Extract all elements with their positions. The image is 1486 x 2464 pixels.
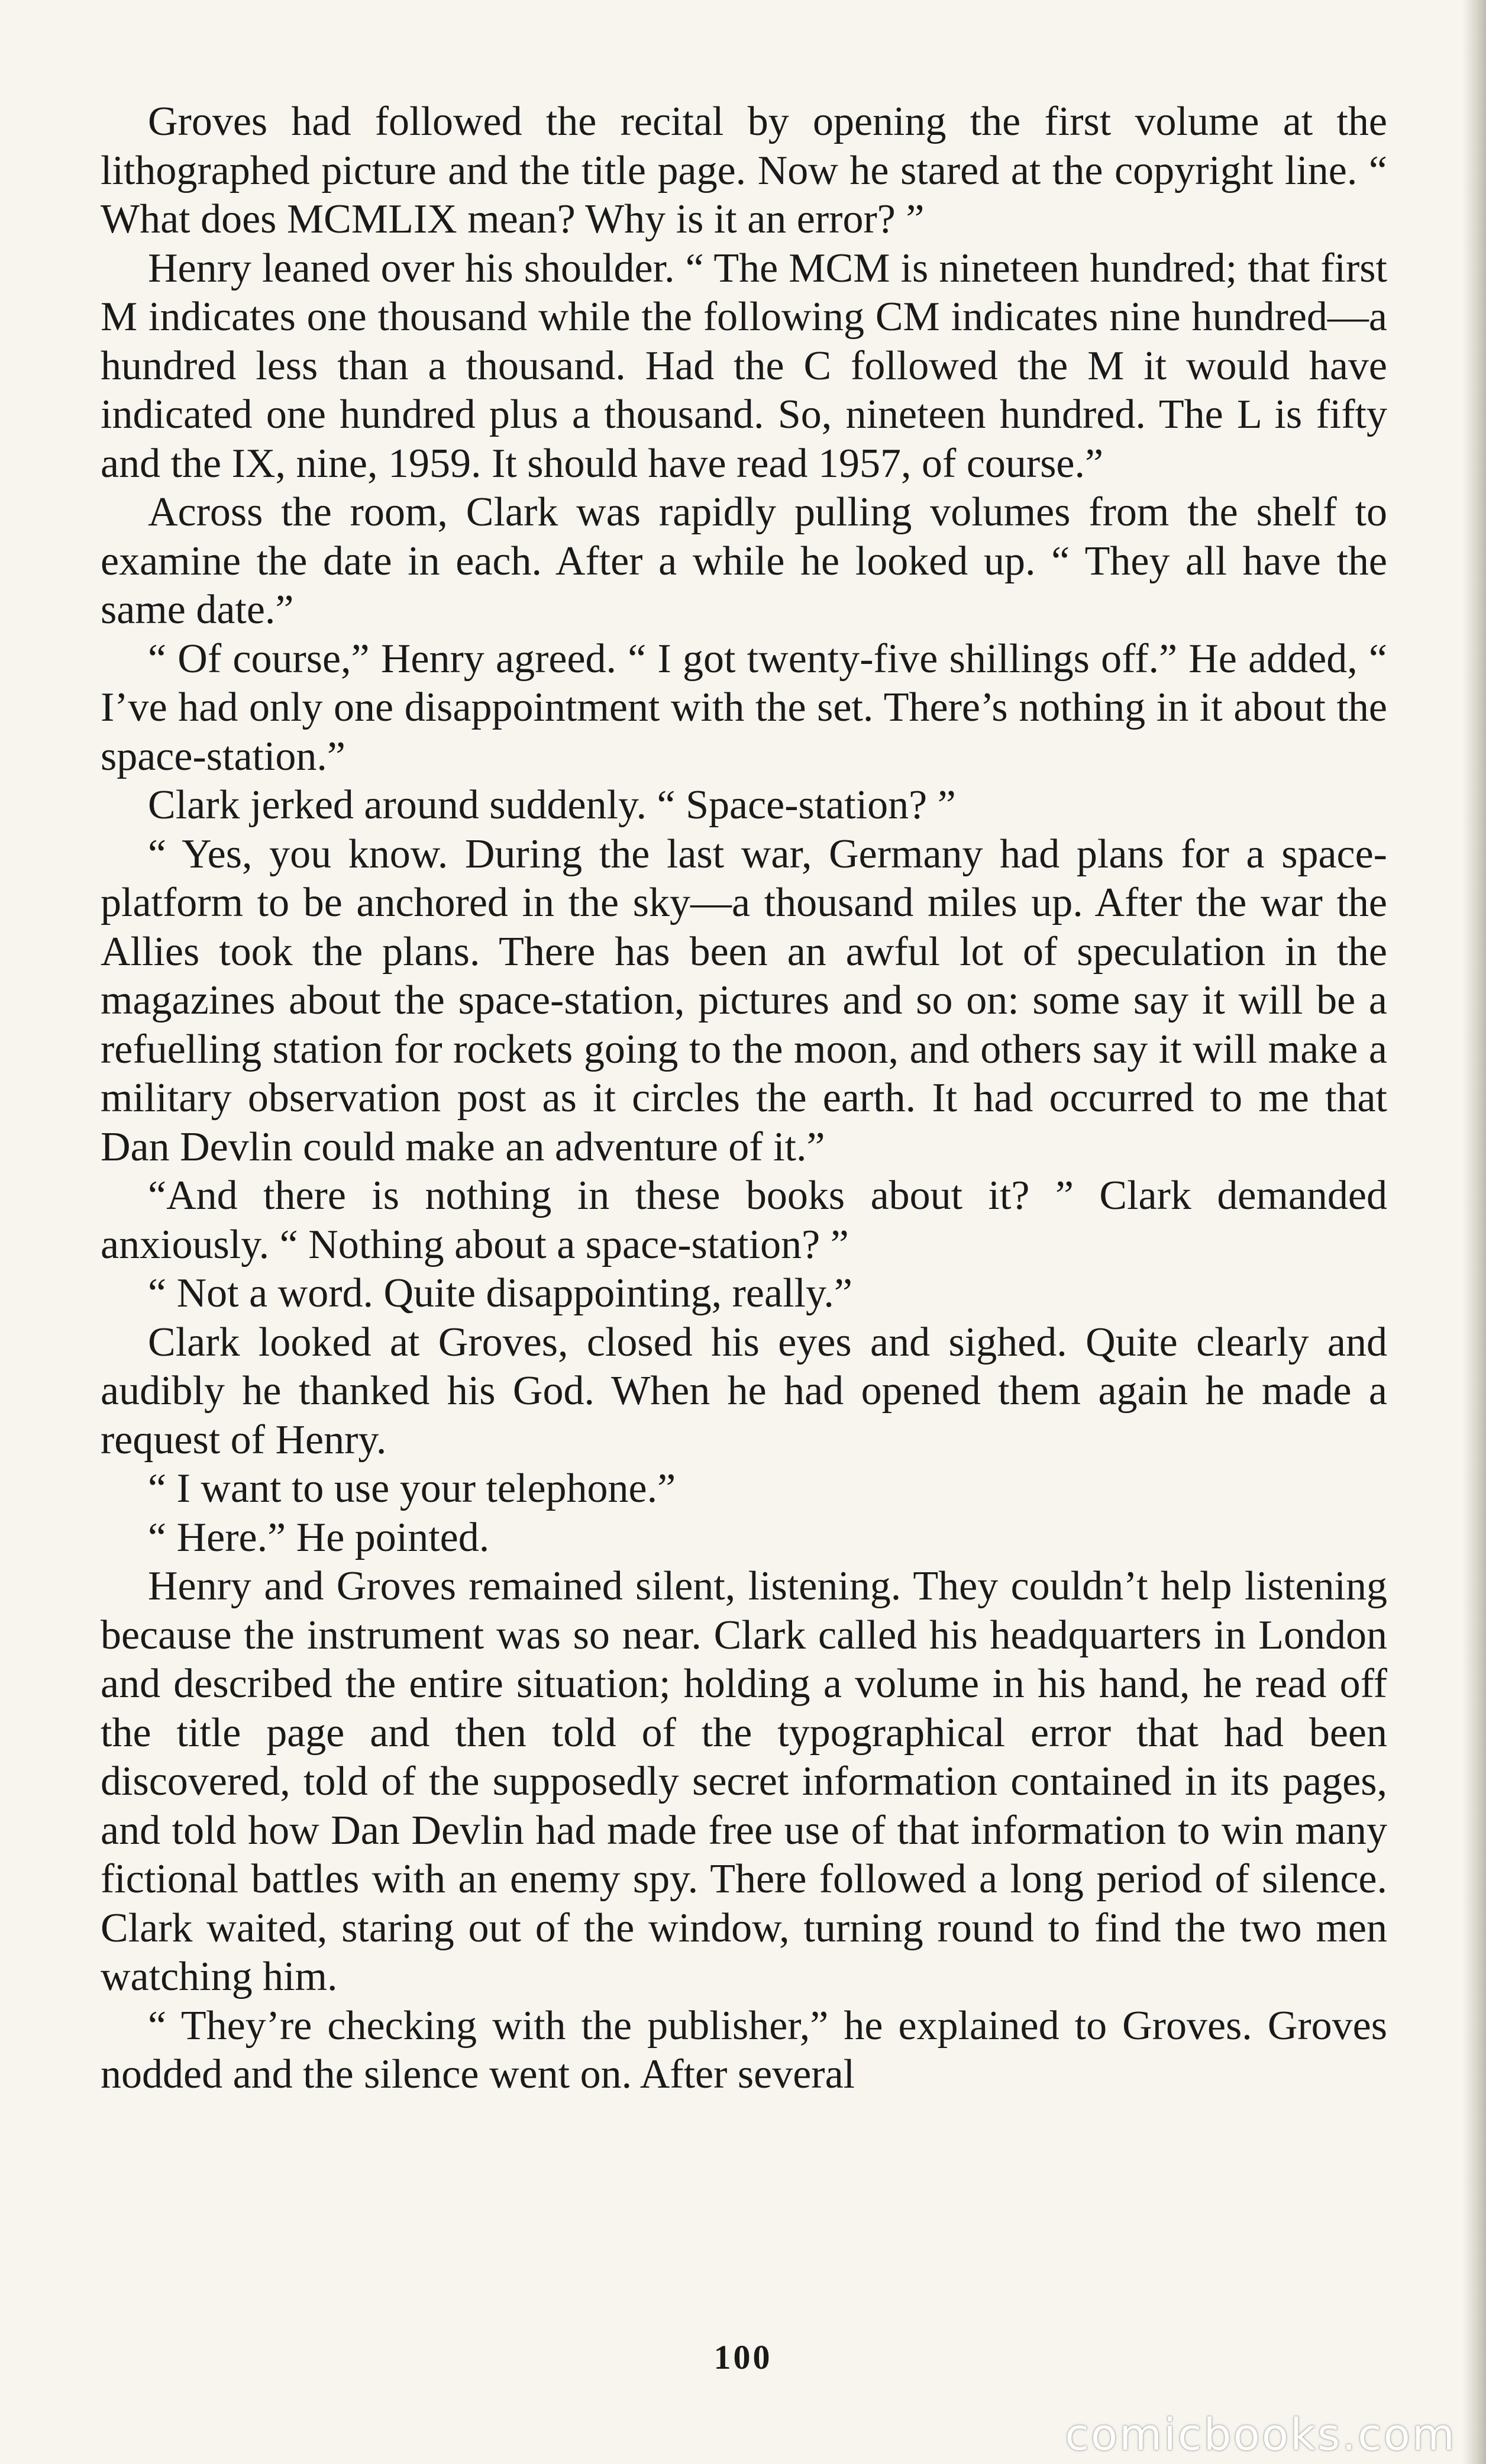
paragraph: Clark jerked around suddenly. “ Space-station? ” [148, 782, 956, 828]
paragraph: Henry and Groves remained silent, listening. They couldn’t help listening because the instrument was so near. Clark called his headquarters in London and described the entire situation; holding a volume in his hand, he read off the title page and then told of the typographical error that had been discovered, told of the supposedly secret information contained in its pages, and told how Dan Devlin had made free use of that information to win many fictional battles with an enemy spy. There followed a long period of silence. Clark waited, staring out of the window, turning round to find the two men watching him. [101, 1563, 1387, 1999]
paragraph: Groves had followed the recital by opening the first volume at the lithographed picture and the title page. Now he stared at the copyright line. “ What does MCMLIX mean? Why is it an error? ” [101, 99, 1387, 242]
paragraph: “ Yes, you know. During the last war, Germany had plans for a space-platform to be anchored in the sky—a thousand miles up. After the war the Allies took the plans. There has been an awful lot of speculation in the magazines about the space-station, pictures and so on: some say it will be a refuelling station for rockets going to the moon, and others say it will make a military observation post as it circles the earth. It had occurred to me that Dan Devlin could make an adventure of it.” [101, 831, 1387, 1170]
body-text [101, 98, 1387, 2099]
page-number: 100 [713, 2338, 773, 2376]
paragraph: “ I want to use your telephone.” [148, 1466, 676, 1511]
paragraph: “And there is nothing in these books about it? ” Clark demanded anxiously. “ Nothing about a space-station? ” [101, 1173, 1387, 1268]
page-edge [1462, 0, 1486, 2464]
paragraph: “ They’re checking with the publisher,” he explained to Groves. Groves nodded and the silence went on. After several [101, 2002, 1387, 2097]
watermark: comicbooks.com [1065, 2410, 1456, 2460]
paragraph: “ Not a word. Quite disappointing, really.” [148, 1270, 852, 1316]
paragraph: “ Of course,” Henry agreed. “ I got twenty-five shillings off.” He added, “ I’ve had only one disappointment with the set. There’s nothing in it about the space-station.” [101, 636, 1387, 779]
paragraph: “ Here.” He pointed. [148, 1514, 490, 1560]
paragraph: Clark looked at Groves, closed his eyes and sighed. Quite clearly and audibly he thanked his God. When he had opened them again he made a request of Henry. [101, 1319, 1387, 1463]
paragraph: Henry leaned over his shoulder. “ The MCM is nineteen hundred; that first M indicates one thousand while the following CM indicates nine hundred—a hundred less than a thousand. Had the C followed the M it would have indicated one hundred plus a thousand. So, nineteen hundred. The L is fifty and the IX, nine, 1959. It should have read 1957, of course.” [101, 245, 1387, 486]
paragraph: Across the room, Clark was rapidly pulling volumes from the shelf to examine the date in each. After a while he looked up. “ They all have the same date.” [101, 489, 1387, 633]
